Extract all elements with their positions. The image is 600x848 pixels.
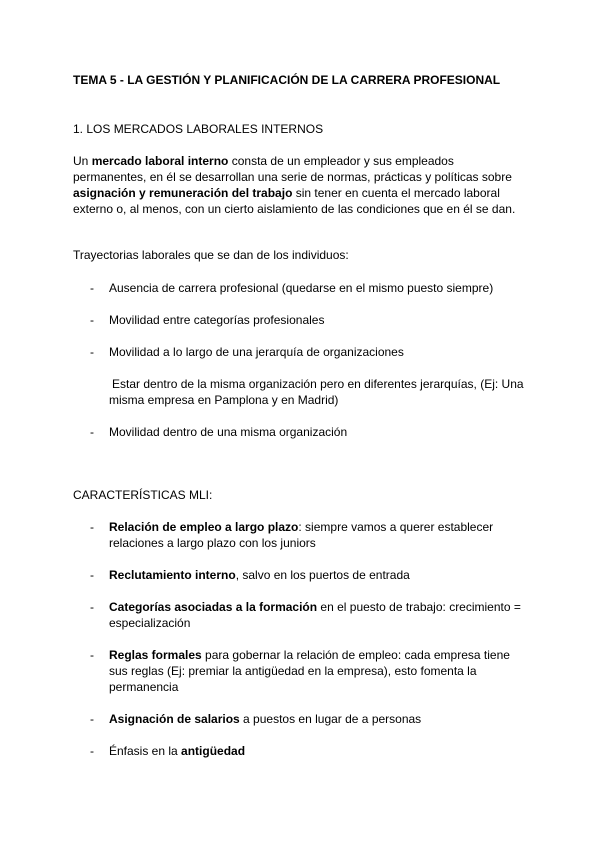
list-item-continuation: sus reglas (Ej: premiar la antigüedad en la empresa), esto fomenta la — [109, 664, 477, 678]
note-line-2: misma empresa en Pamplona y en Madrid) — [109, 393, 339, 407]
list-bullet: - — [90, 712, 94, 726]
list-bullet: - — [90, 281, 94, 295]
list-item-continuation: relaciones a largo plazo con los juniors — [109, 536, 316, 550]
intro-text: Un — [73, 154, 92, 168]
intro-bold-term: asignación y remuneración del trabajo — [73, 186, 293, 200]
list-item — [109, 647, 510, 663]
intro-line-3 — [73, 185, 500, 201]
list-bullet: - — [90, 648, 94, 662]
list-bullet: - — [90, 600, 94, 614]
list-item — [109, 743, 245, 759]
list-bullet: - — [90, 744, 94, 758]
item-bold-term: antigüedad — [181, 744, 246, 758]
caracteristicas-heading: CARACTERÍSTICAS MLI: — [73, 488, 213, 502]
list-bullet: - — [90, 345, 94, 359]
item-bold-term: Asignación de salarios — [109, 712, 240, 726]
item-bold-term: Categorías asociadas a la formación — [109, 600, 318, 614]
item-text: en el puesto de trabajo: crecimiento = — [317, 600, 521, 614]
list-item: Ausencia de carrera profesional (quedarse en el mismo puesto siempre) — [109, 281, 494, 295]
list-item-continuation: permanencia — [109, 680, 179, 694]
item-bold-term: Reclutamiento interno — [109, 568, 236, 582]
note-line-1: Estar dentro de la misma organización pero en diferentes jerarquías, (Ej: Una — [112, 377, 524, 391]
item-text: , salvo en los puertos de entrada — [235, 568, 410, 582]
list-item: Movilidad entre categorías profesionales — [109, 313, 325, 327]
list-item — [109, 567, 410, 583]
item-text: a puestos en lugar de a personas — [239, 712, 422, 726]
list-item — [109, 519, 493, 535]
section-heading-mercados: 1. LOS MERCADOS LABORALES INTERNOS — [73, 122, 324, 136]
intro-text: consta de un empleador y sus empleados — [228, 154, 454, 168]
list-item: Movilidad a lo largo de una jerarquía de organizaciones — [109, 345, 404, 359]
list-bullet: - — [90, 425, 94, 439]
intro-line-2: permanentes, en él se desarrollan una serie de normas, prácticas y políticas sobre — [73, 170, 512, 184]
item-text: : siempre vamos a querer establecer — [298, 520, 494, 534]
intro-line-4: externo o, al menos, con un cierto aislamiento de las condiciones que en él se dan. — [73, 202, 516, 216]
intro-line-1 — [73, 153, 454, 169]
item-bold-term: Relación de empleo a largo plazo — [109, 520, 299, 534]
list-bullet: - — [90, 568, 94, 582]
intro-text: sin tener en cuenta el mercado laboral — [292, 186, 500, 200]
list-bullet: - — [90, 313, 94, 327]
document-title: TEMA 5 - LA GESTIÓN Y PLANIFICACIÓN DE LA CARRERA PROFESIONAL — [73, 73, 501, 87]
trayectorias-heading: Trayectorias laborales que se dan de los individuos: — [73, 248, 349, 262]
list-item — [109, 599, 521, 615]
item-bold-term: Reglas formales — [109, 648, 202, 662]
item-text: para gobernar la relación de empleo: cada empresa tiene — [201, 648, 510, 662]
list-item: Movilidad dentro de una misma organización — [109, 425, 348, 439]
list-item — [109, 711, 421, 727]
list-bullet: - — [90, 520, 94, 534]
list-item-continuation: especialización — [109, 616, 191, 630]
item-text: Énfasis en la — [109, 744, 182, 758]
intro-bold-term: mercado laboral interno — [91, 154, 229, 168]
